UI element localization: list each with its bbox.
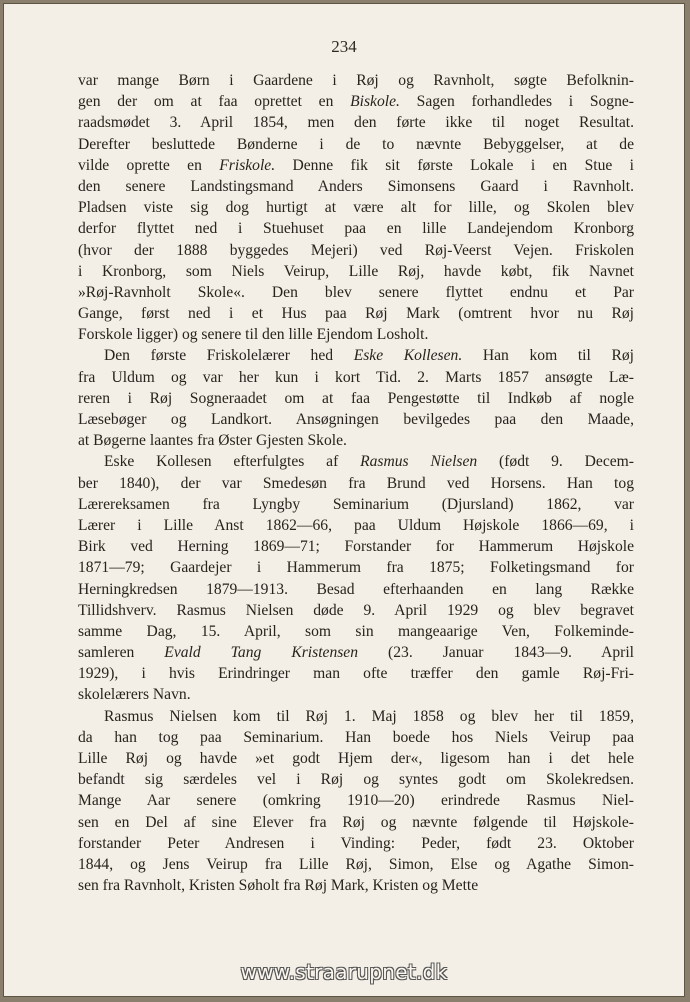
text-segment: Lille Røj og havde »et godt Hjem der«, ligesom han i det hele xyxy=(78,750,634,767)
text-segment: forstander Peter Andresen i Vinding: Peder, født 23. Oktober xyxy=(78,834,634,852)
text-line xyxy=(78,684,634,705)
text-line xyxy=(78,197,634,218)
text-line xyxy=(78,748,634,769)
text-line xyxy=(78,261,634,282)
text-line xyxy=(78,176,634,197)
text-segment: Birk ved Herning 1869—71; Forstander for Hammerum Højskole xyxy=(78,538,634,556)
text-segment: Gange, først ned i et Hus paa Røj Mark (omtrent hvor nu Røj xyxy=(78,305,634,323)
text-segment: derfor flyttet ned i Stuehuset paa en lille Landejendom Kronborg xyxy=(78,220,634,238)
italic-name: Evald Tang Kristensen xyxy=(164,644,359,662)
text-segment: befandt sig særdeles vel i Røj og syntes godt om Skolekredsen. xyxy=(78,771,634,789)
text-line xyxy=(78,854,634,875)
text-line xyxy=(78,134,634,155)
text-line xyxy=(78,367,634,388)
text-line xyxy=(78,451,634,472)
text-segment: samleren xyxy=(78,644,165,662)
text-segment: ber 1840), der var Smedesøn fra Brund ved Horsens. Han tog xyxy=(78,474,634,492)
text-segment: Derefter besluttede Bønderne i de to nævnte Bebyggelser, at de xyxy=(78,135,634,153)
text-segment: »Røj-Ravnholt Skole«. Den blev senere flyttet endnu et Par xyxy=(78,283,634,301)
text-segment: vilde oprette en xyxy=(78,156,220,174)
text-line xyxy=(78,473,634,494)
text-line xyxy=(78,812,634,833)
text-segment: reren i Røj Sogneraadet om at faa Pengestøtte til Indkøb af nogle xyxy=(78,389,634,407)
text-line xyxy=(78,769,634,790)
text-segment: Denne fik sit første Lokale i en Stue i xyxy=(275,156,634,174)
text-line xyxy=(78,240,634,261)
text-line xyxy=(78,536,634,557)
text-segment: gen der om at faa oprettet en xyxy=(78,93,351,111)
book-page xyxy=(3,3,685,997)
text-segment: den senere Landstingsmand Anders Simonsens Gaard i Ravnholt. xyxy=(78,177,634,195)
text-line xyxy=(78,282,634,303)
text-line xyxy=(78,557,634,578)
italic-name: Friskole. xyxy=(219,156,276,174)
text-line xyxy=(78,600,634,621)
text-segment: Han kom til Røj xyxy=(462,347,634,365)
italic-name: Biskole. xyxy=(350,93,400,111)
text-line xyxy=(78,663,634,684)
text-line xyxy=(78,409,634,430)
text-segment: sen fra Ravnholt, Kristen Søholt fra Røj Mark, Kristen og Mette xyxy=(78,877,479,895)
text-segment: Eske Kollesen efterfulgtes af xyxy=(104,453,361,471)
text-segment: var mange Børn i Gaardene i Røj og Ravnholt, søgte Befolknin- xyxy=(78,72,634,89)
text-segment: at Bøgerne laantes fra Øster Gjesten Skole. xyxy=(78,432,347,450)
text-line xyxy=(78,621,634,642)
text-line xyxy=(78,324,634,345)
text-line xyxy=(78,430,634,451)
text-segment: sen en Del af sine Elever fra Røj og nævnte følgende til Højskole- xyxy=(78,813,634,831)
text-segment: Forskole ligger) og senere til den lille Ejendom Losholt. xyxy=(78,326,429,344)
text-segment: Sagen forhandledes i Sogne- xyxy=(399,93,635,111)
page-number: 234 xyxy=(331,37,357,56)
text-segment: Lærereksamen fra Lyngby Seminarium (Djursland) 1862, var xyxy=(78,495,634,513)
text-segment: Læsebøger og Landkort. Ansøgningen bevilgedes paa den Maade, xyxy=(78,411,634,428)
text-line xyxy=(78,727,634,748)
text-segment: (23. Januar 1843—9. April xyxy=(358,644,634,662)
text-line xyxy=(78,875,634,896)
text-line xyxy=(78,515,634,536)
text-line xyxy=(78,345,634,366)
text-segment: 1844, og Jens Veirup fra Lille Røj, Simon, Else og Agathe Simon- xyxy=(78,855,634,873)
text-segment: 1871—79; Gaardejer i Hammerum fra 1875; Folketingsmand for xyxy=(78,559,634,577)
text-segment: i Kronborg, som Niels Veirup, Lille Røj, havde købt, fik Navnet xyxy=(78,262,634,280)
text-line xyxy=(78,91,634,112)
text-line xyxy=(78,833,634,854)
text-segment: skolelærers Navn. xyxy=(78,686,191,704)
website-watermark: www.straarupnet.dk xyxy=(240,960,448,984)
text-line xyxy=(78,642,634,663)
text-segment: 1929), i hvis Erindringer man ofte træffer den gamle Røj-Fri- xyxy=(78,665,634,683)
text-segment: da han tog paa Seminarium. Han boede hos Niels Veirup paa xyxy=(78,728,634,746)
text-line xyxy=(78,155,634,176)
italic-name: Rasmus Nielsen xyxy=(360,453,478,471)
text-segment: Mange Aar senere (omkring 1910—20) erindrede Rasmus Niel- xyxy=(78,792,634,810)
text-segment: (født 9. Decem- xyxy=(477,453,634,471)
text-segment: (hvor der 1888 byggedes Mejeri) ved Røj-Veerst Vejen. Friskolen xyxy=(78,241,634,259)
text-segment: raadsmødet 3. April 1854, men den førte ikke til noget Resultat. xyxy=(78,114,634,132)
text-line xyxy=(78,70,634,91)
body-text xyxy=(78,70,634,896)
text-line xyxy=(78,790,634,811)
text-line xyxy=(78,388,634,409)
text-segment: Rasmus Nielsen kom til Røj 1. Maj 1858 og blev her til 1859, xyxy=(104,707,634,725)
text-line xyxy=(78,112,634,133)
text-segment: samme Dag, 15. April, som sin mangeaarige Ven, Folkeminde- xyxy=(78,622,634,640)
italic-name: Eske Kollesen. xyxy=(353,347,463,365)
text-line xyxy=(78,494,634,515)
text-line xyxy=(78,218,634,239)
text-segment: Tillidshverv. Rasmus Nielsen døde 9. April 1929 og blev begravet xyxy=(78,601,634,619)
text-line xyxy=(78,706,634,727)
text-segment: Den første Friskolelærer hed xyxy=(104,347,354,365)
text-segment: Lærer i Lille Anst 1862—66, paa Uldum Højskole 1866—69, i xyxy=(78,516,634,534)
text-line xyxy=(78,579,634,600)
text-line xyxy=(78,303,634,324)
text-segment: fra Uldum og var her kun i kort Tid. 2. Marts 1857 ansøgte Læ- xyxy=(78,368,634,386)
text-segment: Herningkredsen 1879—1913. Besad efterhaanden en lang Række xyxy=(78,580,634,598)
text-segment: Pladsen viste sig dog hurtigt at være alt for lille, og Skolen blev xyxy=(78,199,634,217)
